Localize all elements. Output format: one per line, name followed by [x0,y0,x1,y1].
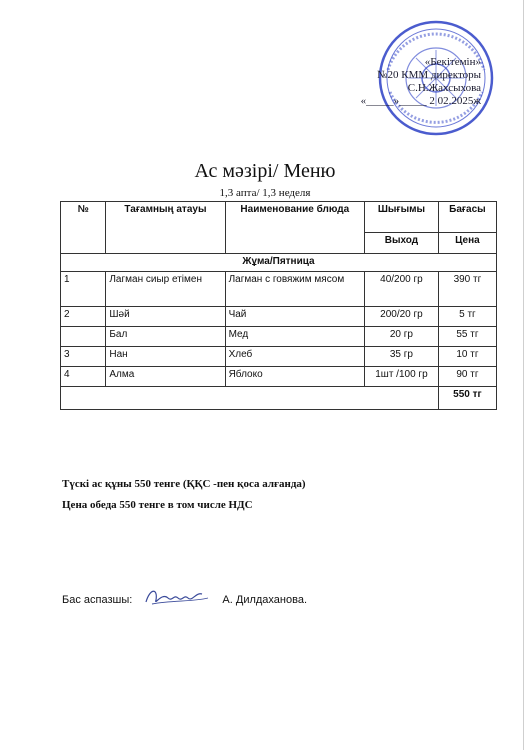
header-out-kz: Шығымы [365,202,439,233]
page-edge [523,0,524,750]
row-ru: Хлеб [225,347,364,367]
row-kz: Лагман сиыр етімен [106,272,225,307]
approval-block [356,56,481,108]
row-kz: Бал [106,327,225,347]
row-ru: Лагман с говяжим мясом [225,272,364,307]
row-price: 390 тг [438,272,496,307]
row-num [61,327,106,347]
row-out: 1шт /100 гр [365,367,439,387]
row-out: 20 гр [365,327,439,347]
row-price: 5 тг [438,307,496,327]
table-row [61,347,497,367]
table-row [61,272,497,307]
row-num: 3 [61,347,106,367]
approval-line-2: №20 КММ директоры [376,69,481,81]
row-out: 35 гр [365,347,439,367]
page-subtitle: 1,3 апта/ 1,3 неделя [219,187,311,199]
header-price-ru: Цена [438,233,496,254]
table-row [61,327,497,347]
row-kz: Шәй [106,307,225,327]
header-ru-name: Наименование блюда [225,202,364,254]
header-num: № [61,202,106,254]
row-ru: Мед [225,327,364,347]
signature-name: А. Дилдаханова. [222,594,308,606]
header-kz-name: Тағамның атауы [106,202,225,254]
day-row [61,254,497,272]
row-price: 10 тг [438,347,496,367]
row-price: 90 тг [438,367,496,387]
header-price-kz: Бағасы [438,202,496,233]
table-header-row [61,202,497,233]
row-price: 55 тг [438,327,496,347]
menu-table [60,201,497,410]
page-title: Ас мәзірі/ Меню [194,160,336,182]
day-label: Жұма/Пятница [61,254,497,272]
signature-label: Бас аспазшы: [62,594,133,606]
row-num: 2 [61,307,106,327]
row-num: 1 [61,272,106,307]
row-num: 4 [61,367,106,387]
approval-line-1: «Бекітемін» [424,56,481,68]
row-ru: Чай [225,307,364,327]
row-out: 200/20 гр [365,307,439,327]
approval-line-3: С.Н.Жахсыхова [407,82,481,94]
table-row [61,367,497,387]
price-note-kz: Түскі ас құны 550 тенге (ҚҚС -пен қоса алғанда) [62,478,306,490]
table-row [61,307,497,327]
total-row [61,387,497,410]
total-price: 550 тг [438,387,496,410]
row-kz: Алма [106,367,225,387]
row-ru: Яблоко [225,367,364,387]
row-kz: Нан [106,347,225,367]
total-blank [61,387,439,410]
approval-line-4: «_____»_____ 2 02.2025ж [360,95,481,107]
header-out-ru: Выход [365,233,439,254]
handwritten-signature-icon [142,584,212,610]
price-note-ru: Цена обеда 550 тенге в том числе НДС [62,499,253,511]
row-out: 40/200 гр [365,272,439,307]
